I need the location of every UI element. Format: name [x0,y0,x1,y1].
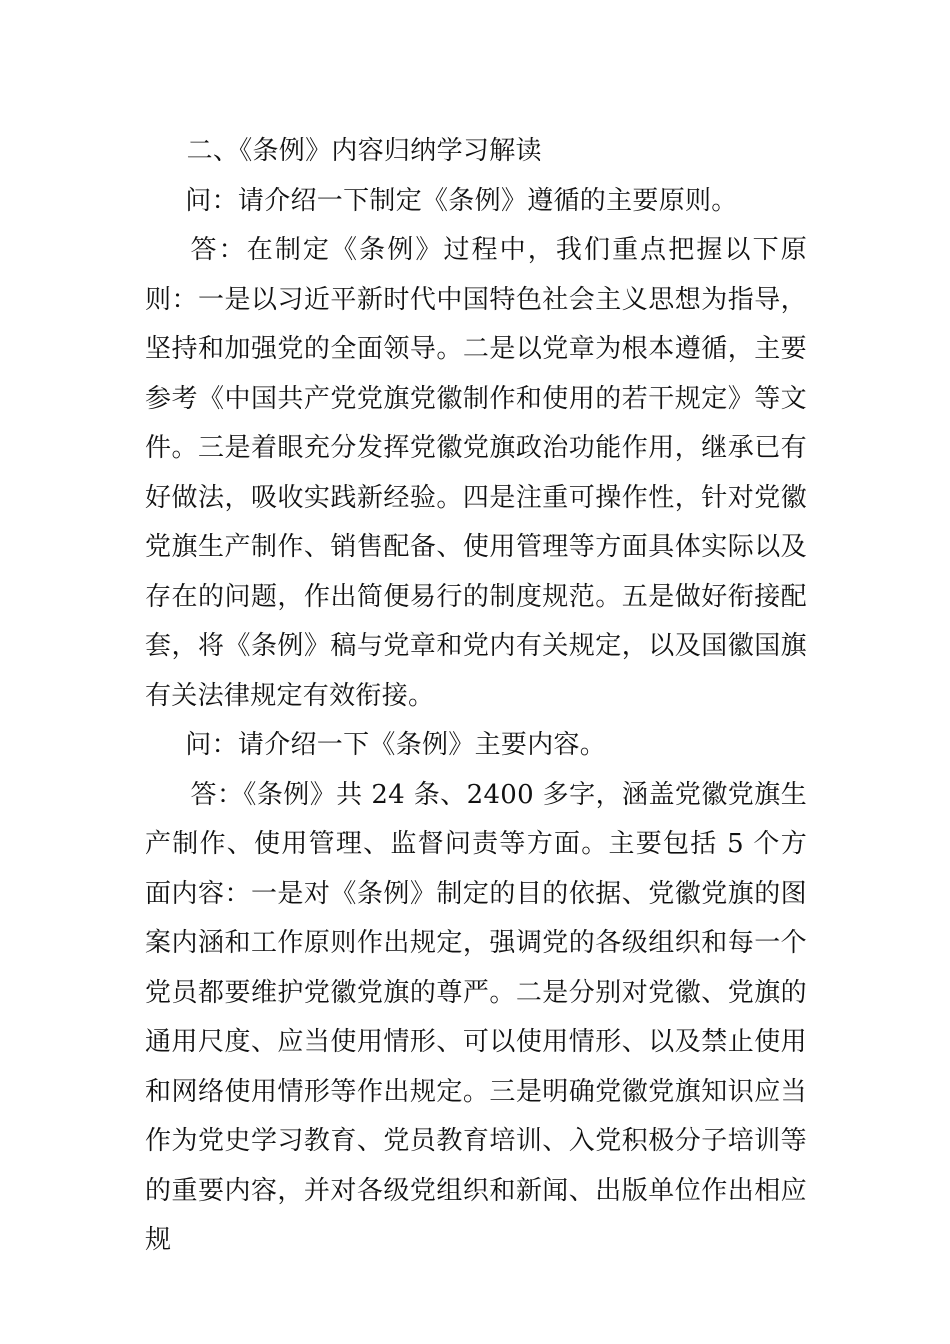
answer-paragraph-content: 答：《条例》共 24 条、2400 多字，涵盖党徽党旗生产制作、使用管理、监督问责等方面。主要包括 5 个方面内容：一是对《条例》制定的目的依据、党徽党旗的图案内涵和工作原则作出规定，强调党的各级组织和每一个党员都要维护党徽党旗的尊严。二是分别对党徽、党旗的通用尺度、应当使用情形、可以使用情形、以及禁止使用和网络使用情形等作出规定。三是明确党徽党旗知识应当作为党史学习教育、党员教育培训、入党积极分子培训等的重要内容，并对各级党组织和新闻、出版单位作出相应规 [145,779,807,1255]
answer-paragraph-principles: 答：在制定《条例》过程中，我们重点把握以下原则：一是以习近平新时代中国特色社会主义思想为指导，坚持和加强党的全面领导。二是以党章为根本遵循，主要参考《中国共产党党旗党徽制作和使用的若干规定》等文件。三是着眼充分发挥党徽党旗政治功能作用，继承已有好做法，吸收实践新经验。四是注重可操作性，针对党徽党旗生产制作、销售配备、使用管理等方面具体实际以及存在的问题，作出简便易行的制度规范。五是做好衔接配套，将《条例》稿与党章和党内有关规定，以及国徽国旗有关法律规定有效衔接。 [145,235,807,711]
question-paragraph-content: 问：请介绍一下《条例》主要内容。 [185,730,607,760]
section-heading: 二、《条例》内容归纳学习解读 [186,136,542,166]
document-body [145,127,807,1266]
question-paragraph-principles: 问：请介绍一下制定《条例》遵循的主要原则。 [185,185,738,216]
